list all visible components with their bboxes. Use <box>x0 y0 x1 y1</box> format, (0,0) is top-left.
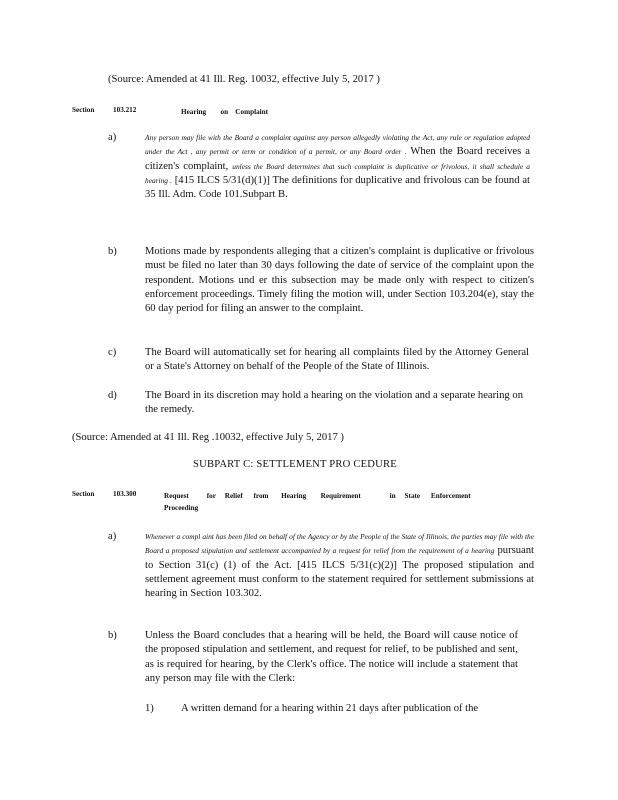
paragraph-d: The Board in its discretion may hold a hearing on the violation and a separate hearing on the remedy. <box>145 390 523 416</box>
subitem-marker: 1) <box>145 703 154 714</box>
paragraph-b: Motions made by respondents alleging that a citizen's complaint is duplicative or frivolous must be filed no later than 30 days following the date of service of the complaint upon the respondent. Motions und er this subsection may be made only with respect to citizen's enforcement proceedings. Timely filing the motion will, under Section 103.204(e), stay the 60 day period for filing an answer to the complaint. <box>145 246 534 315</box>
italic-statute-text: unless the Board determines that such complaint is duplicative or frivolous, it shall schedule a hearing . <box>145 161 530 185</box>
item-marker: a) <box>108 132 117 143</box>
paragraph-text: pursuant to Section 31(c) (1) of the Act. [415 ILCS 5/31(c)(2)] The proposed stipulation and settlement agreement must conform to the statement required for settlement submissions at hearing in Section 103.302. <box>145 545 534 600</box>
item-marker: b) <box>108 246 117 257</box>
section-label: Section <box>72 490 95 498</box>
subitem-text: A written demand for a hearing within 21 days after publication of the <box>181 703 479 714</box>
paragraph-text: [415 ILCS 5/31(d)(1)] The definitions for duplicative and frivolous can be found at 35 Ill. Adm. Code 101.Subpart B. <box>145 174 530 201</box>
paragraph-b: Unless the Board concludes that a hearing will be held, the Board will cause notice of the proposed stipulation and settlement, and request for relief, to be published and sent, as is required for hearing, by the Clerk's office. The notice will include a statement that any person may file with the Clerk: <box>145 630 518 684</box>
italic-statute-text: Whenever a compl aint has been filed on behalf of the Agency or by the People of the State of Illinois, the parties may file with the Board a proposed stipulation and settlement accompanied by a request for relief from the requirement of a hearing <box>145 532 534 556</box>
paragraph-a <box>145 131 530 202</box>
source-note: (Source: Amended at 41 Ill. Reg. 10032, effective July 5, 2017 ) <box>108 74 380 85</box>
subpart-heading: SUBPART C: SETTLEMENT PRO CEDURE <box>193 459 397 470</box>
italic-statute-text: Any person may file with the Board a complaint against any person allegedly violating the Act, any rule or regulation adopted under the Act , any permit or term or condition of a permit, or any Board order . <box>145 133 530 157</box>
section-title: Request for Relief from Hearing Requirement in State Enforcement Proceeding <box>164 492 471 512</box>
source-note: (Source: Amended at 41 Ill. Reg .10032, effective July 5, 2017 ) <box>72 432 344 443</box>
paragraph-a <box>145 530 534 601</box>
item-marker: d) <box>108 390 117 401</box>
paragraph-c: The Board will automatically set for hearing all complaints filed by the Attorney General or a State's Attorney on behalf of the People of the State of Illinois. <box>145 347 529 373</box>
item-marker: a) <box>108 531 117 542</box>
paragraph-text: When the Board receives a citizen's complaint, <box>145 146 530 172</box>
section-number: 103.300 <box>113 490 137 498</box>
section-label: Section <box>72 106 95 114</box>
section-title: Hearing on Complaint <box>181 108 269 116</box>
item-marker: b) <box>108 630 117 641</box>
section-number: 103.212 <box>113 106 137 114</box>
item-marker: c) <box>108 347 117 358</box>
